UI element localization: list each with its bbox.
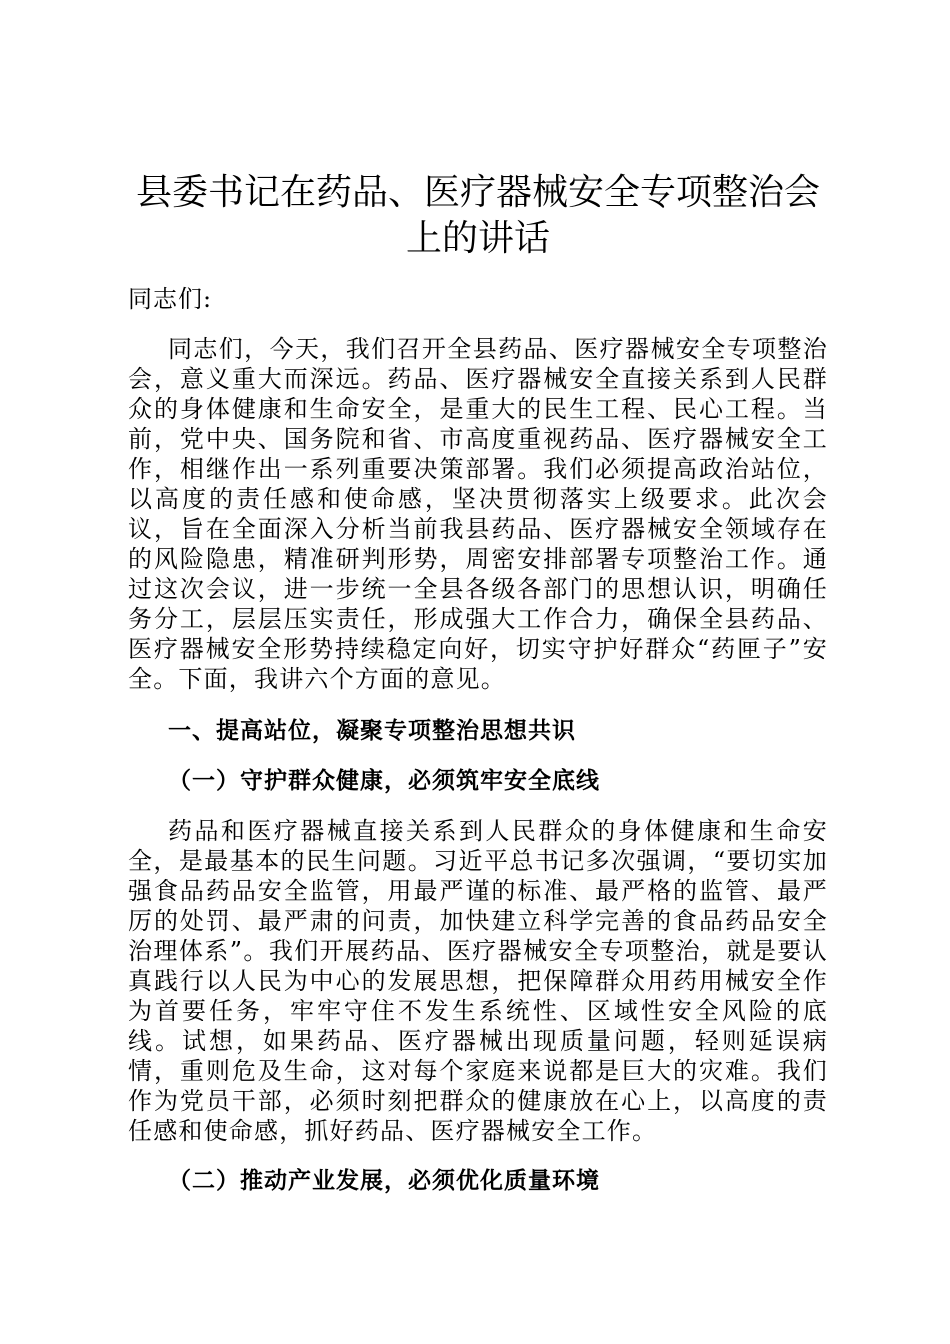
salutation: 同志们: [128, 285, 213, 313]
document-page [128, 170, 828, 1196]
subsection-heading-1: （一）守护群众健康，必须筑牢安全底线 [168, 767, 600, 794]
subsection-paragraph-1: 药品和医疗器械直接关系到人民群众的身体健康和生命安全，是最基本的民生问题。习近平总书记多次强调，“要切实加强食品药品安全监管，用最严谨的标准、最严格的监管、最严厉的处罚、最严肃的问责，加快建立科学完善的食品药品安全治理体系”。我们开展药品、医疗器械安全专项整治，就是要认真践行以人民为中心的发展思想，把保障群众用药用械安全作为首要任务，牢牢守住不发生系统性、区域性安全风险的底线。试想，如果药品、医疗器械出现质量问题，轻则延误病情，重则危及生命，这对每个家庭来说都是巨大的灾难。我们作为党员干部，必须时刻把群众的健康放在心上，以高度的责任感和使命感，抓好药品、医疗器械安全工作。 [128, 817, 828, 1145]
section-heading-1: 一、提高站位，凝聚专项整治思想共识 [168, 718, 576, 744]
document-title: 县委书记在药品、医疗器械安全专项整治会上的讲话 [135, 172, 820, 259]
intro-paragraph: 同志们，今天，我们召开全县药品、医疗器械安全专项整治会，意义重大而深远。药品、医疗器械安全直接关系到人民群众的身体健康和生命安全，是重大的民生工程、民心工程。当前，党中央、国务院和省、市高度重视药品、医疗器械安全工作，相继作出一系列重要决策部署。我们必须提高政治站位，以高度的责任感和使命感，坚决贯彻落实上级要求。此次会议，旨在全面深入分析当前我县药品、医疗器械安全领域存在的风险隐患，精准研判形势，周密安排部署专项整治工作。通过这次会议，进一步统一全县各级各部门的思想认识，明确任务分工，层层压实责任，形成强大工作合力，确保全县药品、医疗器械安全形势持续稳定向好，切实守护好群众“药匣子”安全。下面，我讲六个方面的意见。 [128, 335, 828, 693]
subsection-heading-2: （二）推动产业发展，必须优化质量环境 [168, 1167, 600, 1194]
